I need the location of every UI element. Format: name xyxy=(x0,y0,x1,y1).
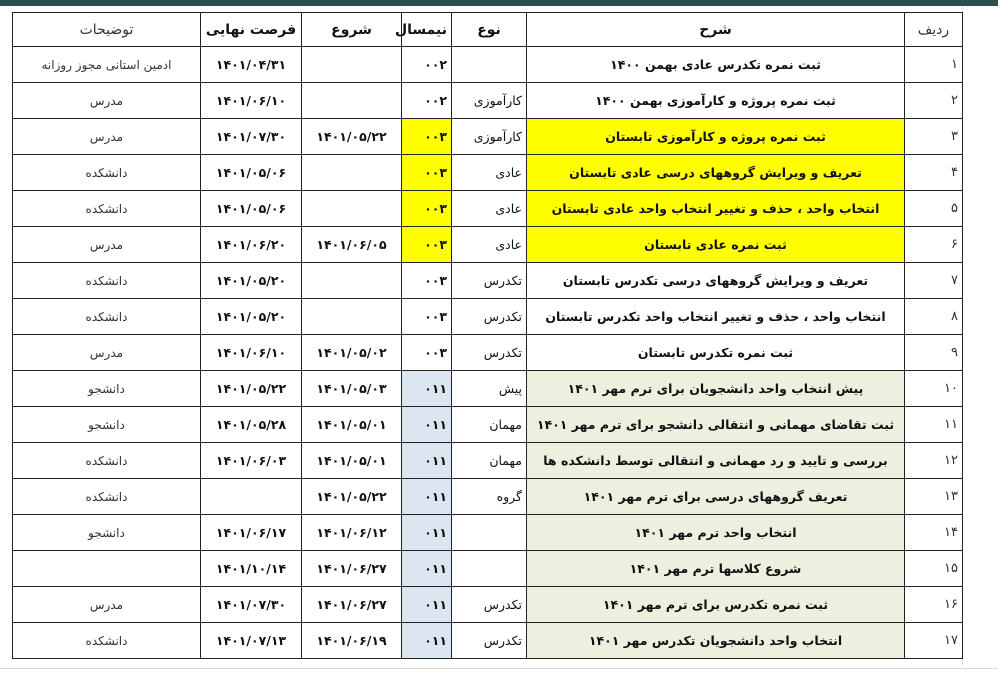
row-type[interactable] xyxy=(452,47,527,83)
row-deadline[interactable]: ۱۴۰۱/۰۵/۲۲ xyxy=(201,371,302,407)
row-semester[interactable]: ۰۱۱ xyxy=(402,587,452,623)
row-number[interactable]: ۶ xyxy=(905,227,963,263)
row-description[interactable]: پیش انتخاب واحد دانشجویان برای ترم مهر ۱۴۰۱ xyxy=(527,371,905,407)
row-semester[interactable]: ۰۰۳ xyxy=(402,227,452,263)
row-deadline[interactable]: ۱۴۰۱/۰۵/۲۰ xyxy=(201,263,302,299)
sheet-margin xyxy=(962,6,999,666)
top-bar xyxy=(0,0,998,6)
row-deadline[interactable]: ۱۴۰۱/۰۶/۱۷ xyxy=(201,515,302,551)
row-type[interactable]: عادی xyxy=(452,227,527,263)
row-notes[interactable]: دانشجو xyxy=(13,371,201,407)
row-number[interactable]: ۸ xyxy=(905,299,963,335)
table-row xyxy=(13,299,963,335)
row-start-date[interactable]: ۱۴۰۱/۰۶/۲۷ xyxy=(302,587,402,623)
row-notes[interactable]: دانشکده xyxy=(13,263,201,299)
table-row xyxy=(13,191,963,227)
row-deadline[interactable]: ۱۴۰۱/۰۵/۲۸ xyxy=(201,407,302,443)
row-type[interactable]: کارآموزی xyxy=(452,83,527,119)
header-description: شرح xyxy=(527,13,905,47)
row-number[interactable]: ۱۳ xyxy=(905,479,963,515)
row-notes[interactable]: مدرس xyxy=(13,587,201,623)
row-number[interactable]: ۱۵ xyxy=(905,551,963,587)
row-deadline[interactable]: ۱۴۰۱/۰۴/۳۱ xyxy=(201,47,302,83)
row-description[interactable]: انتخاب واحد ، حذف و تغییر انتخاب واحد تکدرس تابستان xyxy=(527,299,905,335)
row-type[interactable]: تکدرس xyxy=(452,587,527,623)
schedule-body xyxy=(13,47,963,659)
row-notes[interactable]: دانشکده xyxy=(13,479,201,515)
row-number[interactable]: ۳ xyxy=(905,119,963,155)
row-type[interactable]: مهمان xyxy=(452,443,527,479)
row-description[interactable]: ثبت نمره تکدرس عادی بهمن ۱۴۰۰ xyxy=(527,47,905,83)
row-number[interactable]: ۲ xyxy=(905,83,963,119)
row-start-date[interactable]: ۱۴۰۱/۰۵/۲۲ xyxy=(302,119,402,155)
row-type[interactable]: عادی xyxy=(452,155,527,191)
row-notes[interactable]: مدرس xyxy=(13,335,201,371)
row-description[interactable]: ثبت نمره تکدرس برای ترم مهر ۱۴۰۱ xyxy=(527,587,905,623)
table-row xyxy=(13,515,963,551)
row-description[interactable]: تعریف و ویرایش گروههای درسی تکدرس تابستان xyxy=(527,263,905,299)
row-start-date[interactable] xyxy=(302,83,402,119)
table-row xyxy=(13,83,963,119)
header-start: شروع xyxy=(302,13,402,47)
header-semester: نیمسال xyxy=(402,13,452,47)
row-deadline[interactable]: ۱۴۰۱/۰۷/۳۰ xyxy=(201,587,302,623)
row-semester[interactable]: ۰۰۳ xyxy=(402,299,452,335)
row-type[interactable] xyxy=(452,551,527,587)
row-description[interactable]: ثبت نمره تکدرس تابستان xyxy=(527,335,905,371)
row-number[interactable]: ۱۲ xyxy=(905,443,963,479)
row-deadline[interactable]: ۱۴۰۱/۰۵/۲۰ xyxy=(201,299,302,335)
row-number[interactable]: ۵ xyxy=(905,191,963,227)
row-notes[interactable] xyxy=(13,551,201,587)
row-description[interactable]: ثبت نمره پروژه و کارآموزی بهمن ۱۴۰۰ xyxy=(527,83,905,119)
table-row xyxy=(13,587,963,623)
row-type[interactable]: پیش xyxy=(452,371,527,407)
row-start-date[interactable] xyxy=(302,47,402,83)
row-notes[interactable]: دانشکده xyxy=(13,443,201,479)
row-description[interactable]: تعریف گروههای درسی برای ترم مهر ۱۴۰۱ xyxy=(527,479,905,515)
row-notes[interactable]: دانشکده xyxy=(13,299,201,335)
row-semester[interactable]: ۰۰۲ xyxy=(402,83,452,119)
table-row xyxy=(13,443,963,479)
table-row xyxy=(13,263,963,299)
row-semester[interactable]: ۰۱۱ xyxy=(402,443,452,479)
row-type[interactable] xyxy=(452,515,527,551)
row-type[interactable]: تکدرس xyxy=(452,623,527,659)
row-semester[interactable]: ۰۱۱ xyxy=(402,407,452,443)
row-start-date[interactable]: ۱۴۰۱/۰۶/۲۷ xyxy=(302,551,402,587)
row-deadline[interactable]: ۱۴۰۱/۰۶/۱۰ xyxy=(201,335,302,371)
row-type[interactable]: تکدرس xyxy=(452,299,527,335)
row-number[interactable]: ۱ xyxy=(905,47,963,83)
row-start-date[interactable]: ۱۴۰۱/۰۶/۰۵ xyxy=(302,227,402,263)
schedule-table xyxy=(12,12,963,659)
row-notes[interactable]: مدرس xyxy=(13,83,201,119)
row-description[interactable]: بررسی و تایید و رد مهمانی و انتقالی توسط دانشکده ها xyxy=(527,443,905,479)
row-start-date[interactable]: ۱۴۰۱/۰۵/۰۱ xyxy=(302,407,402,443)
row-description[interactable]: انتخاب واحد ، حذف و تغییر انتخاب واحد عادی تابستان xyxy=(527,191,905,227)
row-semester[interactable]: ۰۱۱ xyxy=(402,551,452,587)
row-number[interactable]: ۱۴ xyxy=(905,515,963,551)
row-type[interactable]: کارآموزی xyxy=(452,119,527,155)
row-notes[interactable]: دانشجو xyxy=(13,515,201,551)
row-type[interactable]: تکدرس xyxy=(452,263,527,299)
row-notes[interactable]: دانشکده xyxy=(13,155,201,191)
row-notes[interactable]: مدرس xyxy=(13,119,201,155)
sheet-bottom-edge xyxy=(0,668,998,669)
row-number[interactable]: ۹ xyxy=(905,335,963,371)
header-notes: توضیحات xyxy=(13,13,201,47)
row-start-date[interactable] xyxy=(302,263,402,299)
row-type[interactable]: عادی xyxy=(452,191,527,227)
header-type: نوع xyxy=(452,13,527,47)
row-number[interactable]: ۱۶ xyxy=(905,587,963,623)
row-deadline[interactable]: ۱۴۰۱/۰۷/۳۰ xyxy=(201,119,302,155)
row-semester[interactable]: ۰۰۳ xyxy=(402,119,452,155)
row-start-date[interactable] xyxy=(302,155,402,191)
row-description[interactable]: انتخاب واحد ترم مهر ۱۴۰۱ xyxy=(527,515,905,551)
table-row xyxy=(13,119,963,155)
header-deadline: فرصت نهایی xyxy=(201,13,302,47)
row-type[interactable]: مهمان xyxy=(452,407,527,443)
row-notes[interactable]: ادمین استانی مجوز روزانه xyxy=(13,47,201,83)
row-deadline[interactable] xyxy=(201,479,302,515)
table-row xyxy=(13,47,963,83)
row-number[interactable]: ۷ xyxy=(905,263,963,299)
row-deadline[interactable]: ۱۴۰۱/۰۶/۰۳ xyxy=(201,443,302,479)
row-semester[interactable]: ۰۰۲ xyxy=(402,47,452,83)
row-semester[interactable]: ۰۱۱ xyxy=(402,371,452,407)
row-description[interactable]: ثبت نمره عادی تابستان xyxy=(527,227,905,263)
row-description[interactable]: شروع کلاسها ترم مهر ۱۴۰۱ xyxy=(527,551,905,587)
row-start-date[interactable]: ۱۴۰۱/۰۶/۱۹ xyxy=(302,623,402,659)
row-start-date[interactable]: ۱۴۰۱/۰۵/۰۳ xyxy=(302,371,402,407)
header-row-number: ردیف xyxy=(905,13,963,47)
row-number[interactable]: ۱۷ xyxy=(905,623,963,659)
row-deadline[interactable]: ۱۴۰۱/۰۷/۱۳ xyxy=(201,623,302,659)
row-notes[interactable]: دانشکده xyxy=(13,623,201,659)
header-row xyxy=(13,13,963,47)
row-description[interactable]: ثبت تقاضای مهمانی و انتقالی دانشجو برای ترم مهر ۱۴۰۱ xyxy=(527,407,905,443)
row-start-date[interactable] xyxy=(302,191,402,227)
row-type[interactable]: گروه xyxy=(452,479,527,515)
row-start-date[interactable]: ۱۴۰۱/۰۵/۰۱ xyxy=(302,443,402,479)
table-row xyxy=(13,227,963,263)
table-row xyxy=(13,623,963,659)
table-row xyxy=(13,551,963,587)
row-start-date[interactable]: ۱۴۰۱/۰۵/۲۲ xyxy=(302,479,402,515)
table-row xyxy=(13,371,963,407)
row-deadline[interactable]: ۱۴۰۱/۰۶/۱۰ xyxy=(201,83,302,119)
schedule-sheet xyxy=(12,12,962,659)
row-semester[interactable]: ۰۰۳ xyxy=(402,155,452,191)
row-semester[interactable]: ۰۱۱ xyxy=(402,479,452,515)
row-deadline[interactable]: ۱۴۰۱/۰۶/۲۰ xyxy=(201,227,302,263)
row-description[interactable]: ثبت نمره پروژه و کارآموزی تابستان xyxy=(527,119,905,155)
table-row xyxy=(13,335,963,371)
row-description[interactable]: تعریف و ویرایش گروههای درسی عادی تابستان xyxy=(527,155,905,191)
row-deadline[interactable]: ۱۴۰۱/۱۰/۱۴ xyxy=(201,551,302,587)
table-row xyxy=(13,479,963,515)
row-type[interactable]: تکدرس xyxy=(452,335,527,371)
row-start-date[interactable]: ۱۴۰۱/۰۵/۰۲ xyxy=(302,335,402,371)
row-semester[interactable]: ۰۱۱ xyxy=(402,623,452,659)
row-description[interactable]: انتخاب واحد دانشجویان تکدرس مهر ۱۴۰۱ xyxy=(527,623,905,659)
row-notes[interactable]: مدرس xyxy=(13,227,201,263)
table-row xyxy=(13,407,963,443)
row-number[interactable]: ۴ xyxy=(905,155,963,191)
row-semester[interactable]: ۰۰۳ xyxy=(402,263,452,299)
table-row xyxy=(13,155,963,191)
row-deadline[interactable]: ۱۴۰۱/۰۵/۰۶ xyxy=(201,155,302,191)
row-number[interactable]: ۱۰ xyxy=(905,371,963,407)
row-notes[interactable]: دانشجو xyxy=(13,407,201,443)
row-deadline[interactable]: ۱۴۰۱/۰۵/۰۶ xyxy=(201,191,302,227)
row-start-date[interactable] xyxy=(302,299,402,335)
row-start-date[interactable]: ۱۴۰۱/۰۶/۱۲ xyxy=(302,515,402,551)
row-semester[interactable]: ۰۰۳ xyxy=(402,335,452,371)
row-number[interactable]: ۱۱ xyxy=(905,407,963,443)
row-notes[interactable]: دانشکده xyxy=(13,191,201,227)
row-semester[interactable]: ۰۰۳ xyxy=(402,191,452,227)
row-semester[interactable]: ۰۱۱ xyxy=(402,515,452,551)
